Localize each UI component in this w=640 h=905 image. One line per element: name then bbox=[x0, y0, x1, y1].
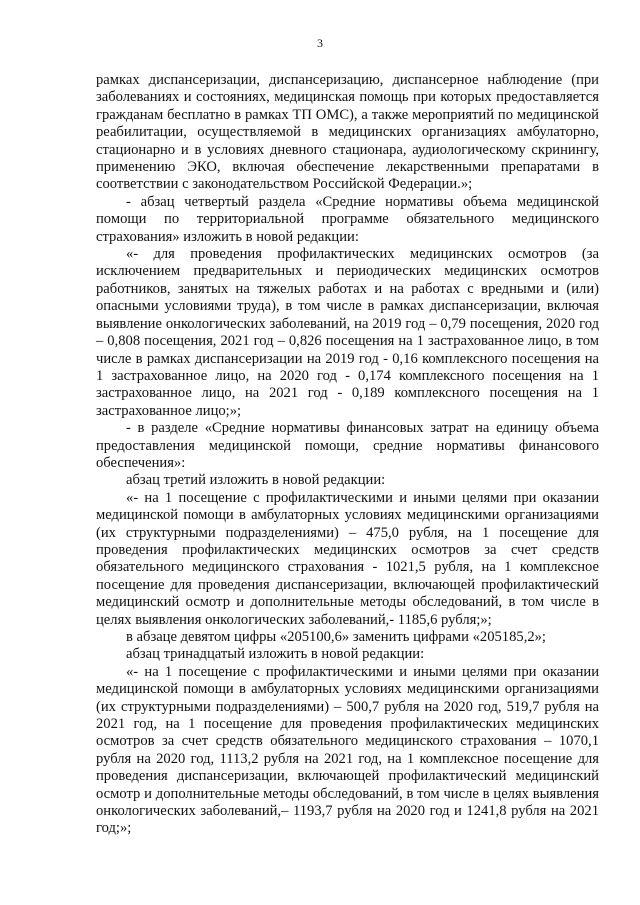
paragraph-amendment-volume-norms: - абзац четвертый раздела «Средние нормативы объема медицинской помощи по территориальной программе обязательного медицинского страхования» изложить в новой редакции: bbox=[96, 193, 599, 245]
paragraph-ninth-abzac-figures: в абзаце девятом цифры «205100,6» заменить цифрами «205185,2»; bbox=[126, 629, 546, 645]
paragraph-financial-norms-section: - в разделе «Средние нормативы финансовых затрат на единицу объема предоставления медицинской помощи, средние нормативы финансового обеспечения»: bbox=[96, 420, 599, 471]
paragraph-thirteenth-abzac-intro: абзац тринадцатый изложить в новой редакции: bbox=[126, 646, 425, 663]
paragraph-continuation: рамках диспансеризации, диспансеризацию, диспансерное наблюдение (при заболеваниях и состояниях, медицинская помощь при которых предоставляется гражданам бесплатно в рамках ТП ОМС), а также мероприятий по медицинской реабилитации, осуществляемой в медицинских организациях амбулаторно, стационарно и в условиях дневного стационара, аудиологическому скринингу, применению ЭКО, включая обеспечение лекарственными препаратами в соответствии с законодательством Российской Федерации.»; bbox=[96, 72, 599, 193]
page-number: 3 bbox=[317, 36, 323, 50]
paragraph-third-abzac-text: «- на 1 посещение с профилактическими и иными целями при оказании медицинской помощи в амбулаторных условиях медицинскими организациями (их структурными подразделениями) – 475,0 рубля, на 1 посещение для проведения профилактических медицинских осмотров за счет средств обязательного медицинского страхования - 1021,5 рубля, на 1 комплексное посещение для проведения диспансеризации, включающей профилактический медицинский осмотр и дополнительные методы обследований, в том числе в целях выявления онкологических заболеваний,- 1185,6 рубля;»; bbox=[96, 489, 599, 628]
paragraph-third-abzac-intro: абзац третий изложить в новой редакции: bbox=[126, 472, 386, 489]
paragraph-thirteenth-abzac-text: «- на 1 посещение с профилактическими и иными целями при оказании медицинской помощи в амбулаторных условиях медицинскими организациями (их структурными подразделениями) – 500,7 рубля на 2020 год, 519,7 рубля на 2021 год, на 1 посещение для проведения профилактических медицинских осмотров за счет средств обязательного медицинского страхования – 1070,1 рубля на 2020 год, 1113,2 рубля на 2021 год, на 1 комплексное посещение для проведения диспансеризации, включающей профилактический медицинский осмотр и дополнительные методы обследований, в том числе в целях выявления онкологических заболеваний,– 1193,7 рубля на 2020 год и 1241,8 рубля на 2021 год;»; bbox=[96, 663, 599, 837]
paragraph-preventive-exams-volume: «- для проведения профилактических медицинских осмотров (за исключением предварительных и периодических медицинских осмотров работников, занятых на тяжелых работах и на работах с вредными и (или) опасными условиями труда), в том числе в рамках диспансеризации, включая выявление онкологических заболеваний, на 2019 год – 0,79 посещения, 2020 год – 0,808 посещения, 2021 год – 0,826 посещения на 1 застрахованное лицо, в том числе в рамках диспансеризации на 2019 год - 0,16 комплексного посещения на 1 застрахованное лицо, на 2020 год - 0,174 комплексного посещения на 1 застрахованное лицо, на 2021 год - 0,189 комплексного посещения на 1 застрахованное лицо;»; bbox=[96, 246, 599, 419]
document-body bbox=[96, 72, 599, 838]
